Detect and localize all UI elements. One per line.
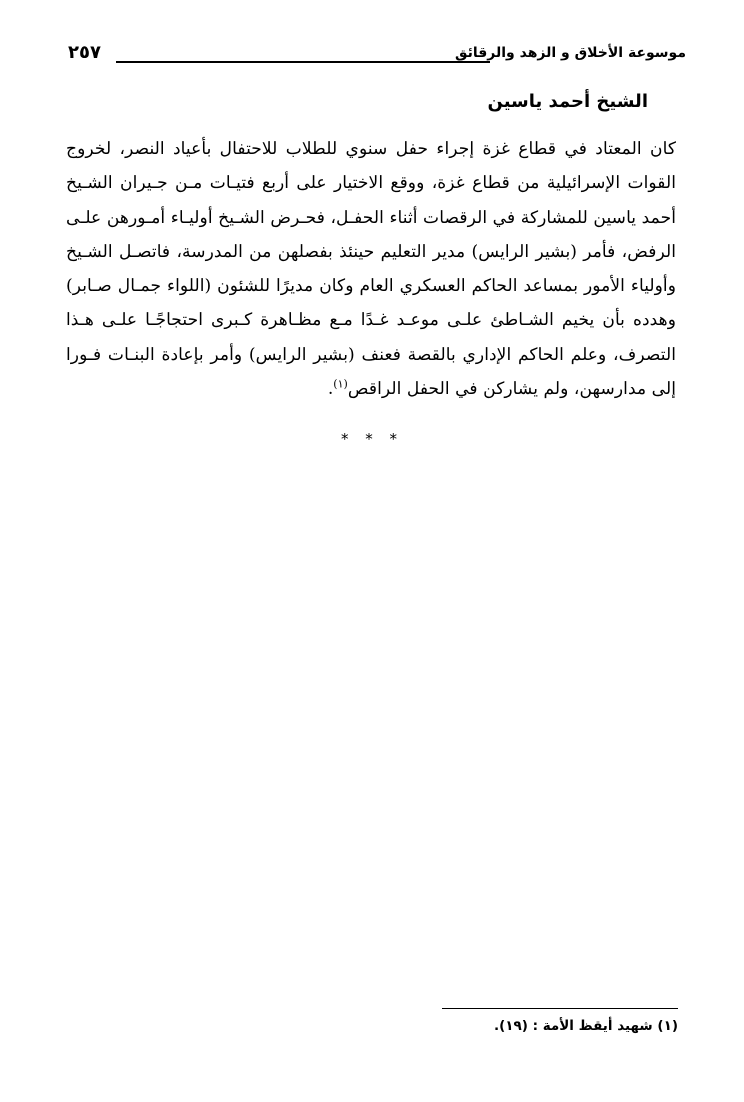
footnote-rule [442, 1008, 678, 1009]
body-paragraph [66, 132, 676, 406]
body-line: وهدده بأن يخيم الشـاطئ علـى موعـد غـدًا مـع مظـاهرة كـبرى احتجاجًـا علـى هـذا [66, 310, 676, 331]
section-separator: * * * [340, 430, 404, 448]
page-number: ٢٥٧ [68, 42, 101, 63]
body-line: التصرف، وعلم الحاكم الإداري بالقصة فعنف (بشير الرايس) وأمر بإعادة البنـات فـورا [66, 344, 676, 365]
page-header [62, 43, 686, 69]
footnote-marker[interactable]: (١) [333, 377, 348, 391]
header-rule [116, 61, 490, 63]
body-line: الرفض، فأمر (بشير الرايس) مدير التعليم حينئذ بفصلهن من المدرسة، فاتصـل الشـيخ [66, 241, 676, 262]
body-line: القوات الإسرائيلية من قطاع غزة، ووقع الاختيار على أربع فتيـات مـن جـيران الشـيخ [66, 173, 676, 194]
body-line-last [66, 372, 676, 406]
section-title: الشيخ أحمد ياسين [487, 91, 648, 112]
body-line-text: إلى مدارسهن، ولم يشاركن في الحفل الراقص [347, 379, 676, 400]
body-line: كان المعتاد في قطاع غزة إجراء حفل سنوي للطلاب للاحتفال بأعياد النصر، لخروج [66, 139, 676, 159]
running-title: موسوعة الأخلاق و الزهد والرقائق [454, 45, 686, 61]
end-punctuation: . [327, 379, 334, 400]
body-line: أحمد ياسين للمشاركة في الرقصات أثناء الحفـل، فحـرض الشـيخ أوليـاء أمـورهن علـى [66, 207, 676, 228]
body-line: وأولياء الأمور بمساعد الحاكم العسكري العام وكان مديرًا للشئون (اللواء جمـال صـابر) [66, 276, 676, 297]
footnote: (١) شهيد أيقظ الأمة : (١٩). [493, 1018, 678, 1034]
